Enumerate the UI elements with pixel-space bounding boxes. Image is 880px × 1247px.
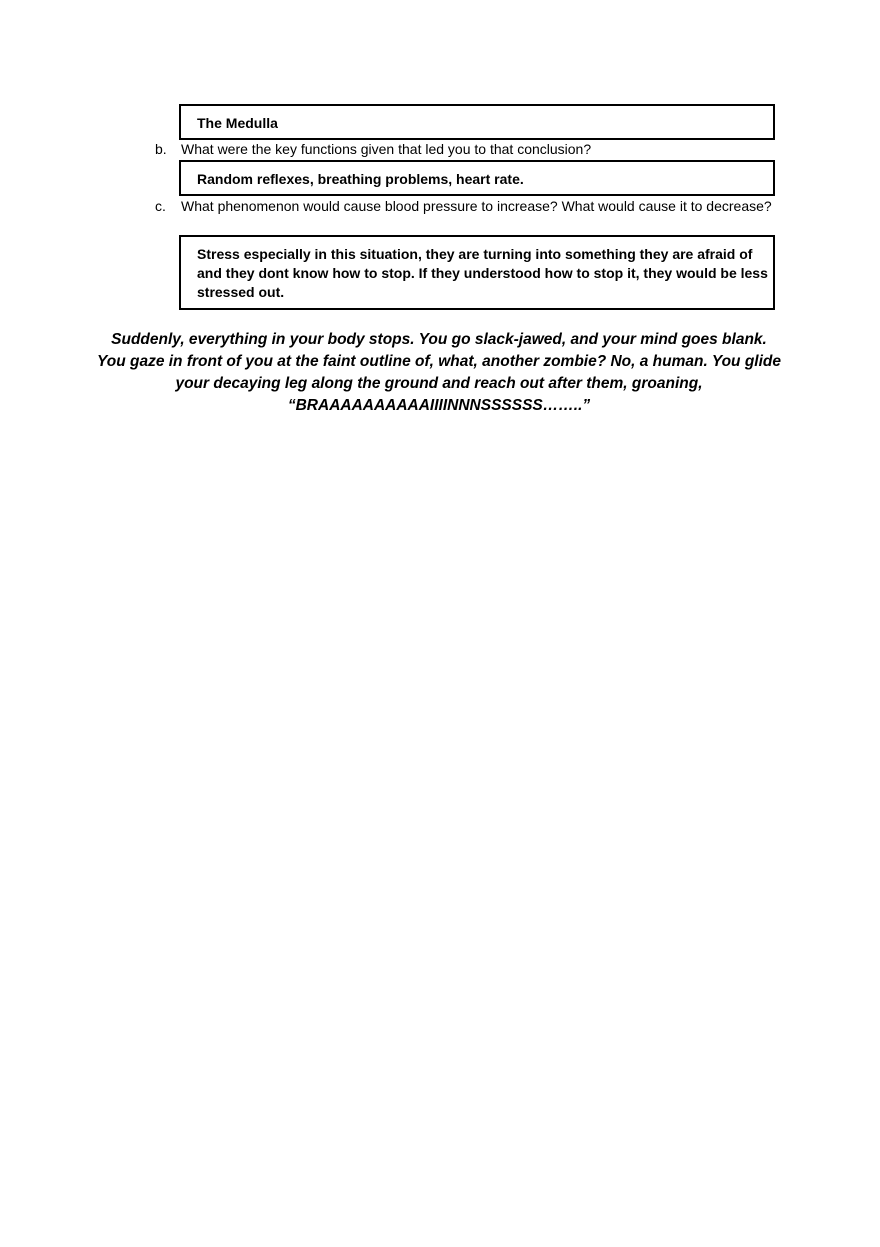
question-c — [150, 198, 780, 215]
answer-b-text: Random reflexes, breathing problems, heart rate. — [197, 171, 524, 187]
answer-box-c — [179, 235, 775, 310]
question-c-marker: c. — [155, 198, 166, 214]
question-b-text: What were the key functions given that led you to that conclusion? — [181, 141, 592, 157]
question-b — [150, 141, 780, 158]
answer-c-text: Stress especially in this situation, they are turning into something they are afraid of and they dont know how to stop. If they understood how to stop it, they would be less stressed out. — [197, 246, 768, 300]
question-b-marker: b. — [155, 141, 167, 157]
answer-a-text: The Medulla — [197, 115, 278, 131]
answer-box-b — [179, 160, 775, 196]
answer-box-a — [179, 104, 775, 140]
narrative-paragraph: Suddenly, everything in your body stops. You go slack-jawed, and your mind goes blank. You gaze in front of you at the faint outline of, what, another zombie? No, a human. You glide your decaying leg along the ground and reach out after them, groaning, “BRAAAAAAAAAAIIIINNNSSSSSS……..” — [96, 331, 781, 414]
question-c-text: What phenomenon would cause blood pressure to increase? What would cause it to decrease? — [181, 198, 772, 214]
